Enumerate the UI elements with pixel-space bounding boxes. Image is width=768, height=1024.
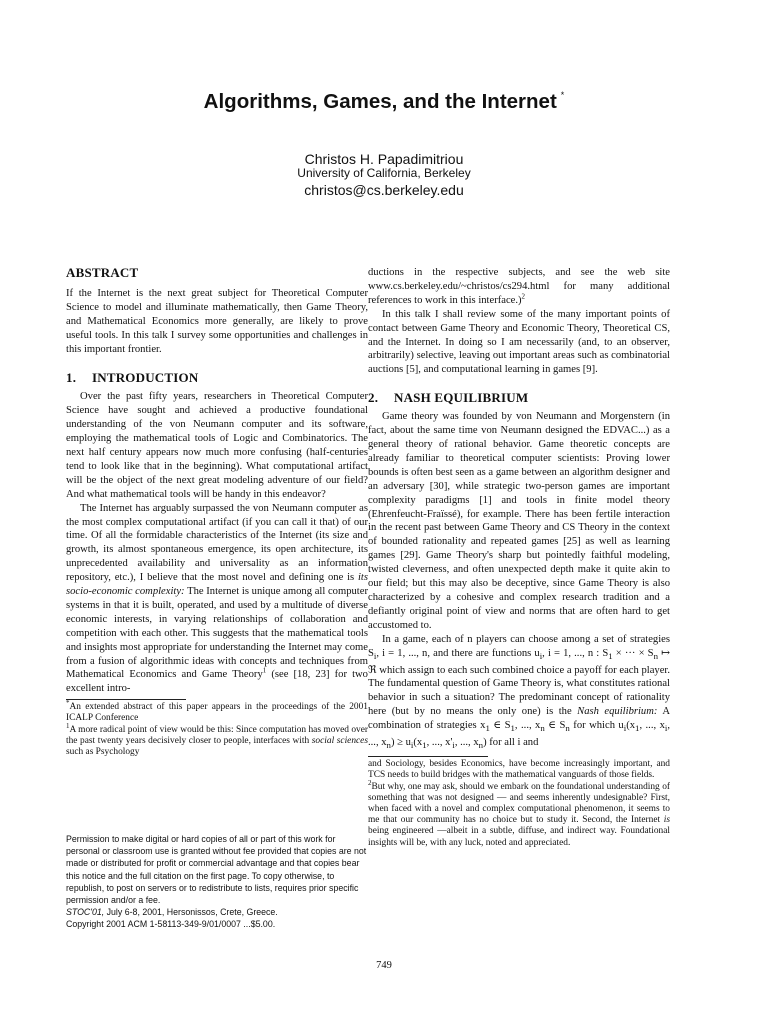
intro-continuation [368,266,670,308]
right-column [368,266,670,849]
text-run: (x [413,737,423,749]
text-run: ) ≥ u [390,737,411,749]
intro-heading [66,371,368,385]
footnote-2 [368,778,671,849]
emphasis: Nash equilibrium: [577,706,658,718]
text-run: The Internet is unique among all computer systems in that it is built, operated, and used by a multitude of diverse economic interests, in varying relationships of collaboration and competition with each other. This suggests that the mathematical tools and insights most appropriate for understanding the Internet may come from a fusion of algorithmic ideas with concepts and techniques from Mathematical Economics and Game Theory [66,586,368,681]
text-run: ∈ S [493,720,511,732]
text-run: (see [18, 23] for two excellent intro- [66,669,368,695]
section-number: 2. [368,390,379,406]
text-run: ductions in the respective subjects, and see the web site www.cs.berkeley.edu/~christos/cs294.html for many additional references to work in this interface.) [368,267,670,306]
footnote-1-continuation: and Sociology, besides Economics, have become increasingly important, and TCS needs to build bridges with the mathematical vanguards of those fields. [368,759,670,781]
text-run: for which u [573,720,624,732]
text-run: ) for all i and [483,737,539,749]
footnote-1 [66,721,368,759]
intro-paragraph-2 [66,502,368,697]
author-name: Christos H. Papadimitriou [304,151,464,167]
talk-paragraph: In this talk I shall review some of the many important points of contact between Game Theory and Economic Theory, Theoretical CS, and the Internet. In doing so I am necessarily (and, to an observer, arbitrarily) selective, leaving out important areas such as combinatorial auctions [5], and computational learning in games [9]. [368,308,670,376]
text-run: But why, one may ask, should we embark on the foundational understanding of something that was not designed — and seems inherently undesignable? First, when faced with a novel and complex computational phenomenon, it seems to me that our community has no choice but to study it. Second, the Internet [368,781,670,826]
conference-line [66,906,368,918]
footnote-mark: * [66,699,70,708]
copyright-line: Copyright 2001 ACM 1-58113-349-9/01/0007 ...$5.00. [66,919,276,930]
text-run: , ..., x [639,720,665,732]
abstract-text: If the Internet is the next great subject for Theoretical Computer Science to model and illuminate mathematically, then Game Theory, and Mathematical Economics more generally, are likely to prove useful tools. In this talk I survey some opportunities and challenges in this important frontier. [66,287,368,355]
title-text: Algorithms, Games, and the Internet [203,90,557,113]
emphasis: its socio-economic complexity: [66,572,368,598]
permission-text: Permission to make digital or hard copies of all or part of this work for personal or classroom use is granted without fee provided that copies are not made or distributed for profit or commercial advantage and that copies bear this notice and the full citation on the first page. To copy otherwise, to republish, to post on servers or to redistribute to lists, requires prior specific permission and/or a fee. [66,834,367,906]
text-run: ↦ ℜ which assign to each such combined choice a payoff for each player. The fundamental question of Game Theory is, what constitutes rational behavior in such a situation? The predominant concept of rationality here (but by no means the only one) is the [368,647,670,718]
text-run: × ··· × S [615,647,654,659]
section-number: 1. [66,370,77,386]
text-run: being engineered —albeit in a subtle, diffuse, and indirect way. Foundational insights will be, with any luck, noted and appreciated. [368,826,670,848]
text-run: (x [626,720,636,732]
text-run: , ..., x [454,737,479,749]
text-run: , ..., x [514,720,541,732]
nash-paragraph-2: In a game, each of n players can choose among a set of strategies $S_i$, i = 1, ..., n, and there are functions $u_i$, i = 1, ..., n : $S_1$ × ··· × $S_n$ ↦ ℜ which assign to each such combined choice a payoff for each player. The fundamental question of Game Theory is, what constitutes rational behavior in such a situation? The predominant concept of rationality here (but by no means the only one) is the Nash equilibrium: A combination of strategies $x_1$ ∈ $S_1$, ..., $x_n$ ∈ $S_n$ for which $u_i(x_1$, ..., $x_i$, ..., $x_n) \ge u_i(x_1$, ..., $x'_i$, ..., $x_n$) for all i and [368,633,670,751]
section-title: INTRODUCTION [92,370,199,386]
author-email: christos@cs.berkeley.edu [304,182,464,198]
page-number: 749 [376,960,392,971]
text-run: such as Psychology [66,747,140,758]
nash-paragraph-1: Game theory was founded by von Neumann and Morgenstern (in fact, about the same time von Neumann designed the EDVAC...) as a general theory of rational behavior. Game theoretic concepts are already familiar to theoretical computer scientists: Proving lower bounds is often best seen as a game between an algorithm designer and an adversary [30], while strategic two-person games are important complexity paradigms [1] and tools in finite model theory (Ehrenfeucht-Fraïssé), for example. There has been fertile interaction in the recent past between Game Theory and CS Theory in the context of bounded rationality and repeated games [25] as well as learning games [29]. Game Theory's sharp but pointedly faithful modeling, twisted cleverness, and often unexpected depth make it quite akin to our field; but this may also be deceptive, since Game Theory is also characterized by a cohesive and complex research tradition and a defiantly original point of view and norms that are often hard to get accustomed to. [368,411,670,631]
text-run: A more radical point of view would be this: Since computation has moved over the past twenty years decisively closer to people, interfaces with [66,724,368,746]
footnote-ref: 1 [262,666,267,675]
conference-name: STOC'01, [66,907,105,918]
nash-heading [368,391,670,405]
left-column [66,266,368,758]
footnote-divider [368,756,488,757]
text-run: A combination of strategies x [368,706,670,732]
text-run: i = 1, ..., n : S [547,647,609,659]
text-run: In a game, each of n players can choose among a set of strategies S [368,633,670,659]
text-run: July 6-8, 2001, Hersonissos, Crete, Greece. [106,907,278,918]
footnote-mark: 1 [66,721,70,730]
footnote-ref: 2 [521,292,526,301]
abstract-heading: ABSTRACT [66,265,139,280]
footnote-star [66,699,368,724]
permission-notice [66,833,368,931]
text-run: , ..., x [368,720,670,749]
text-run: ∈ S [548,720,566,732]
text-run: An extended abstract of this paper appears in the proceedings of the 2001 ICALP Conference [66,702,368,724]
title-footnote-mark: * [560,90,565,100]
emphasis: social sciences [311,735,368,746]
footnote-divider [66,699,186,700]
emphasis: is [663,815,671,826]
paper-title [0,90,768,114]
text-run: The Internet has arguably surpassed the von Neumann computer as the most complex computational artifact (if you can call it that) of our time. Of all the formidable characteristics of the Internet (its size and growth, its almost spontaneous emergence, its open architecture, its unprecedented availability and universality as an information repository, etc.), I believe that the most novel and defining one is [66,502,368,584]
text-run: , ..., x' [426,737,453,749]
text-run: i = 1, ..., n, and there are functions u [382,647,540,659]
footnote-mark: 2 [368,778,372,787]
intro-paragraph-1: Over the past fifty years, researchers in Theoretical Computer Science have sought and achieved a productive foundational understanding of the von Neumann computer and its software, employing the mathematical tools of Logic and Combinatorics. The next half century appears now much more confusing (half-centuries tend to look like that in the beginning). What computational artifact will be the object of the next great modeling adventure of our field? And what mathematical tools will be handy in this endeavor? [66,391,368,500]
author-affiliation: University of California, Berkeley [297,166,471,180]
section-title: NASH EQUILIBRIUM [394,390,529,406]
